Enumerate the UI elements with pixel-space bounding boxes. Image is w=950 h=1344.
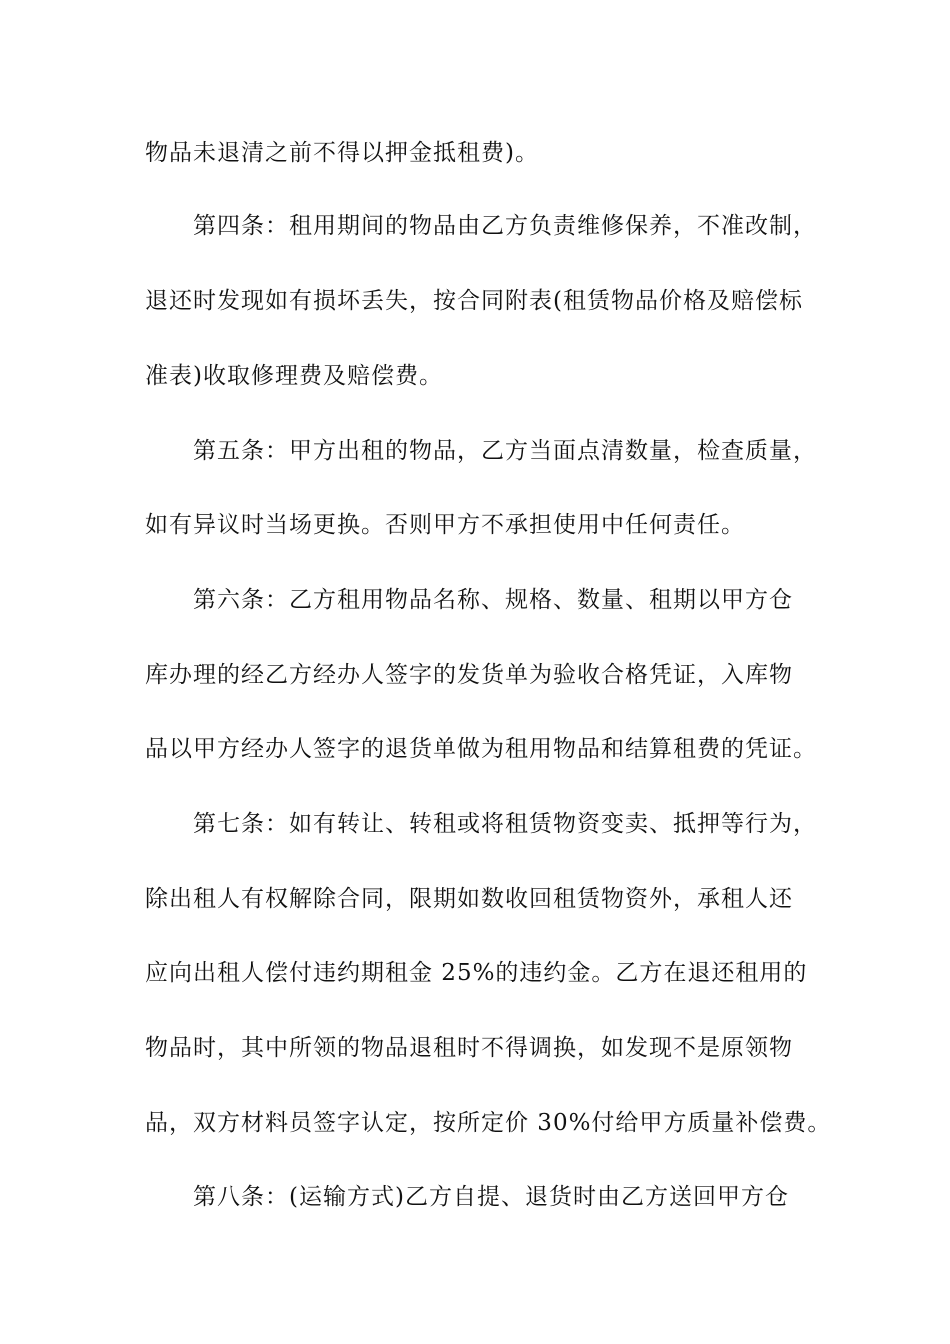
text-line: 退还时发现如有损坏丢失，按合同附表(租赁物品价格及赔偿标 xyxy=(145,288,803,314)
text-line: 品以甲方经办人签字的退货单做为租用物品和结算租费的凭证。 xyxy=(145,736,817,762)
text-line: 应向出租人偿付违约期租金 25%的违约金。乙方在退还租用的 xyxy=(145,960,808,986)
article-6-start: 第六条：乙方租用物品名称、规格、数量、租期以甲方仓 xyxy=(193,587,793,613)
article-7-start: 第七条：如有转让、转租或将租赁物资变卖、抵押等行为， xyxy=(193,811,817,837)
text-line: 除出租人有权解除合同，限期如数收回租赁物资外，承租人还 xyxy=(145,886,793,912)
article-4-start: 第四条：租用期间的物品由乙方负责维修保养，不准改制， xyxy=(193,213,817,239)
text-line: 物品未退清之前不得以押金抵租费)。 xyxy=(145,140,539,166)
text-line: 品，双方材料员签字认定，按所定价 30%付给甲方质量补偿费。 xyxy=(145,1110,832,1136)
article-8-start: 第八条：(运输方式)乙方自提、退货时由乙方送回甲方仓 xyxy=(193,1184,789,1210)
text-line: 准表)收取修理费及赔偿费。 xyxy=(145,363,443,389)
text-line: 物品时，其中所领的物品退租时不得调换，如发现不是原领物 xyxy=(145,1035,793,1061)
text-line: 库办理的经乙方经办人签字的发货单为验收合格凭证，入库物 xyxy=(145,662,793,688)
text-line: 如有异议时当场更换。否则甲方不承担使用中任何责任。 xyxy=(145,512,745,538)
article-5-start: 第五条：甲方出租的物品，乙方当面点清数量，检查质量， xyxy=(193,438,817,464)
